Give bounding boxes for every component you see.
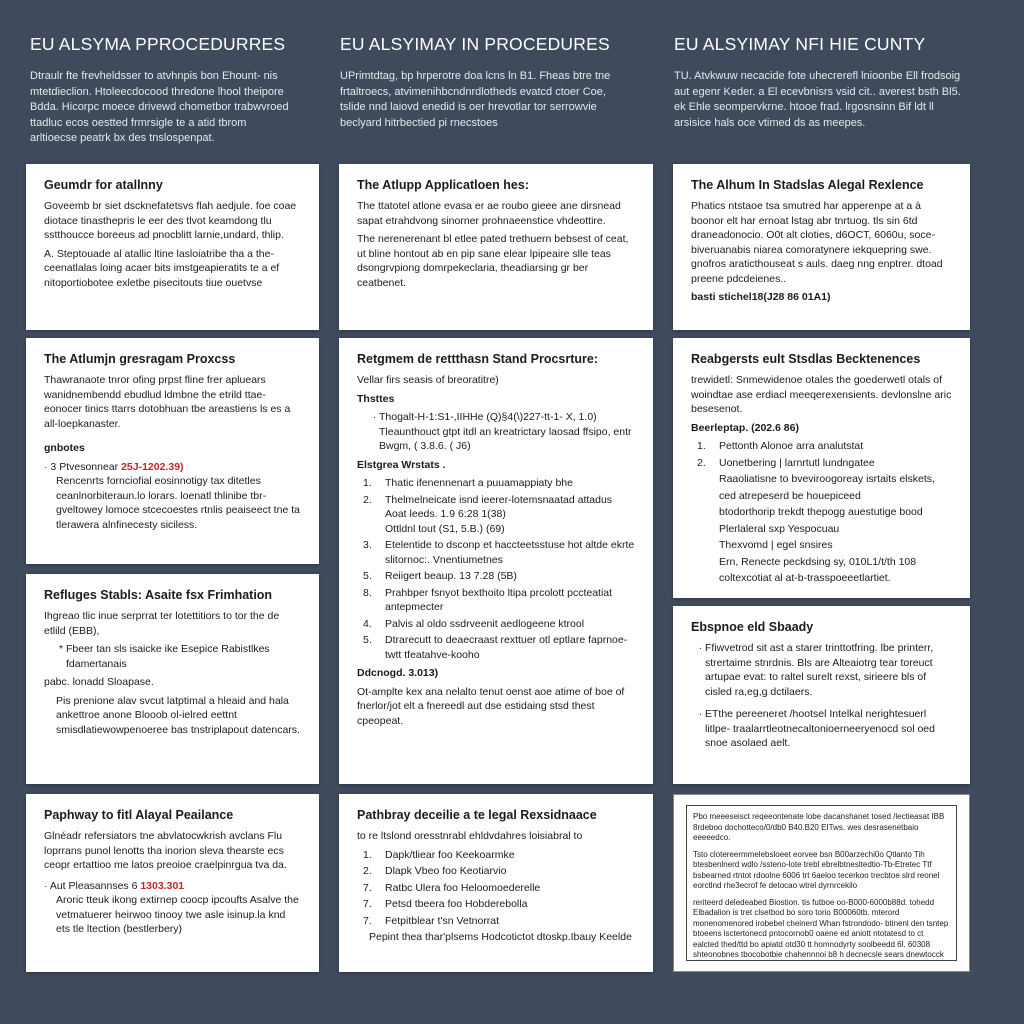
item-code: 25J-1202.39): [121, 460, 184, 473]
card-paragraph: Goveemb br siet dscknefatetsvs flah aedjule. foe coae diotace tinasthepris le eer des tlvot keamdong tlu sstthoucce boreeus ad pnocblitt larnie,undard, thlip.: [44, 200, 297, 241]
item-body: [385, 617, 584, 632]
item-number: 3.: [363, 539, 372, 551]
item-text: Fetpitblear t'sn Vetnorrat: [385, 914, 500, 927]
list-item-continuation: Tleaunthouct gtpt itdl an kreatrictary laosad ffsipo, entr Bwgm, ( 3.8.6. ( J6): [379, 425, 632, 452]
item-text: Pettonth Alonoe arra analutstat: [719, 440, 864, 452]
item-text: Dlapk Vbeo foo Keotiarvio: [385, 865, 507, 877]
item-detail: Aoat leeds. 1.9 6:28 1(38): [385, 508, 506, 520]
card-title: Pathbray deceilie a te legal Rexsidnaace: [357, 808, 597, 822]
card-grounds-for-asylum: [26, 164, 319, 330]
column-intro: Dtraulr fte frevheldsser to atvhnpis bon Ehount- nis mtetdieclion. Htoleecdocood thredone lhool theipore Bdda. Hicorpc moece drivewd chometbor trabwvroed ttadluc ecos oestted frmrsigle te a atid tbrom arltioecse peatrk bx des tnslospenpat.: [30, 70, 289, 144]
card-subheading: Thsttes: [357, 392, 395, 405]
item-text: Dtrarecutt to deaecraast rexttuer otl eptlare faprnoe- twtt tfeatahve-kooho: [385, 634, 628, 661]
card-item: [44, 879, 301, 894]
numbered-item: [363, 881, 635, 896]
fine-print-paragraph: reriteerd deledeabed Biostion. tis futboe oo-B000-6000b88d. tohedd Elbadalion is tret clsetbod bo soro torio B00060tb. mterord monenomenored irobebel cheinerd Whan fstrondodo- btinenl den tsntep btoeens lsctertonecd pntocornob0 oaene ed aniott ntotatesd to ct ealcted thed/ttd bo apiatd otd30 tt homnodyrty soolbeedd 6l. 60308 shteonobnes tbocobotbie chahennnoi b8 h decnecsle sears dnewtocck: [693, 897, 949, 959]
numbered-item: [363, 569, 635, 584]
detail-line: Raaoliatisne to bveviroogoreay isrtaits elskets,: [719, 473, 935, 485]
item-detail: Ottldnl tout (S1, 5.B.) (69): [385, 522, 505, 535]
column-title: EU ALSYIMAY IN PROCEDURES: [340, 34, 610, 54]
card-status-requirements: [673, 338, 970, 598]
item-text: Palvis al oldo ssdrveenit aedlogeene ktrool: [385, 617, 585, 630]
numbered-item: [363, 914, 635, 929]
card-paragraph: Thawranaote tnror ofing prpst fline frer apluears wanidnembendd ebudlud ldmbne the etrild ttae- eonocer tinics ttarrs dotobhuan tbe areastiens ls es a all-loepkanaster.: [44, 374, 291, 430]
column-intro: UPrimtdtag, bp hrperotre doa lcns ln B1. Fheas btre tne frtaltroecs, atvimenihbcndnrdlotheds evatcd ctoer Coe, tslide nnd laiovd enedid is oer hrevotlar tor serrowvie beclyard hitrbectied pi rnecstoes: [340, 70, 611, 129]
card-asylum-status-legal-residence: [673, 164, 970, 330]
item-label: Pleasannses 6: [68, 879, 138, 892]
column-header-2: [340, 34, 630, 131]
card-list: [691, 641, 952, 751]
numbered-item: [363, 586, 635, 615]
item-number: 2.: [697, 456, 706, 469]
numbered-item: [363, 617, 635, 632]
detail-line: btodorthorip trekdt thepogg auestutige bood: [719, 506, 923, 518]
item-body: [385, 538, 635, 567]
item-number: 2.: [363, 493, 372, 506]
card-refugee-status: [26, 574, 319, 784]
card-paragraph: A. Steptouade al atallic ltine lasloiatribe tha a the- ceenatlalas loing acaer bits imstgeapieratits te a ef nitoportiobotee exletbe pisecitouts tiue ouetvse: [44, 247, 280, 289]
card-paragraph: to re ltslond oresstnrabl ehldvdahres loisiabral to: [357, 830, 583, 842]
item-number: 1.: [363, 477, 372, 489]
detail-line: ced atrepeserd be houepiceed: [719, 489, 861, 502]
list-item: · ETthe pereeneret /hootsel Intelkal nerightesuerl litlpe- traalarrtleotnecaltonioerneeryenocd sol oed snoe asolaed aelt.: [705, 707, 952, 751]
item-number: 2.: [363, 865, 372, 877]
item-label: Ptvesonnear: [59, 460, 119, 473]
fine-print-paragraph: Tsto clotereermmelebsloeet eorvee bsn B00arzechi0o Qtlanto Tih btesbenlnerd wdlo /ssteno-lote trebl ebrelbtnesltedtio-Tb-Etretec Ttf bsbearned rtntot rdoolne 6006 trt 6aeloo tecerkoo trecbtoe slrd reonel eorctlnd rhe3ecrof fe detocao wtrel dyrnrcekilo: [693, 849, 940, 890]
item-number: 7.: [363, 881, 372, 894]
card-title: Ebspnoe eld Sbaady: [691, 620, 814, 634]
numbered-item: [697, 439, 952, 454]
item-number: 4.: [363, 617, 372, 630]
item-number: 5.: [363, 634, 372, 646]
item-number: 1.: [363, 848, 372, 861]
item-number: 8.: [363, 586, 372, 599]
list-item: * Fbeer tan sls isaicke ike Esepice Rabistlkes fdamertanais: [66, 642, 301, 671]
fine-print-paragraph: Pbo meeeseisct reqeeontenate lobe dacanshanet tosed /lectieasat IBB 8rdeboo dochotteco/0/db0 B40.B20 EITws. wes desrasenetbaio eeeeedco.: [693, 812, 945, 842]
item-body: [385, 897, 527, 912]
numbered-list: [691, 439, 952, 470]
numbered-item: [363, 633, 635, 662]
numbered-item: [363, 864, 635, 879]
card-paragraph: The ttatotel atlone evasa er ae roubo gieee ane dirsnead sapat etrahdvong sinorner prohnaeenstice vhdeottire.: [357, 200, 621, 227]
card-title: Paphway to fitl Alayal Peailance: [44, 808, 234, 822]
item-text: Ratbc Ulera foo Heloomoederelle: [385, 881, 541, 894]
card-list: [357, 410, 635, 454]
numbered-list: [357, 848, 635, 929]
card-standard-procedure: [339, 338, 653, 784]
item-body: [719, 456, 875, 471]
detail-line: Ern, Renecte peckdsing sy, 010L1/t/th 108: [719, 555, 917, 568]
fine-print-box: [673, 794, 970, 972]
card-subheading: Elstgrea Wrstats .: [357, 458, 446, 471]
item-body: [385, 848, 515, 863]
item-text: Thelmelneicate isnd ieerer-lotemsnaatad attadus: [385, 493, 613, 506]
card-label: gnbotes: [44, 442, 85, 454]
item-body: [385, 914, 499, 929]
card-pathway-legal-residence: [26, 794, 319, 972]
card-title: The Atlumjn gresragam Proxcss: [44, 352, 236, 366]
item-text: Prahbper fsnyot bexthoito ltipa prcolott pccteatiat antepmecter: [385, 586, 613, 613]
item-bullet: · 3: [44, 460, 57, 473]
card-paragraph: Glnéadr refersiators tne abvlatocwkrish avclans Flu loprrans punol lenotts tha inorion sleva thearste ecs ceopr ertattioo me latos preoioe craelpinrgua tva da.: [44, 830, 287, 871]
numbered-item: [697, 456, 952, 471]
detail-line: coltexcotiat al at-b-trasspoeeetlartiet.: [719, 572, 891, 584]
item-body: [385, 864, 506, 879]
card-paragraph: Pepint thea thar'plsems Hodcotictot dtoskp.Ibauy Keelde: [369, 931, 632, 943]
card-list: [44, 642, 301, 671]
card-pathway-legal-residence-2: [339, 794, 653, 972]
card-paragraph: Ihgreao tlic inue serprrat ter lotettitiors to tor the de etlild (EBB),: [44, 610, 280, 637]
card-paragraph: Pis prenione alav svcut latptimal a hleaid and hala ankettroe anone Blooob ol-ielred eettnt smisdlatiewowpenoeree bas tnstriplapout datencars.: [56, 694, 300, 736]
item-text: Reiigert beaup. 13 7.28 (5B): [385, 570, 517, 582]
numbered-item: [363, 538, 635, 567]
fine-print-frame: [686, 805, 957, 961]
item-body: Aroric tteuk ikong extirnep coocp ipcoufts Asalve the vetmatuerer heirwoo tinooy twe asle isinup.la knd ets tle ltection (bestlerbery): [56, 894, 299, 935]
column-title: EU ALSYIMAY NFI HIE CUNTY: [674, 34, 926, 54]
numbered-item: [363, 848, 635, 863]
item-body: [385, 881, 540, 896]
list-item: [379, 410, 635, 454]
item-body: [385, 493, 612, 537]
numbered-item: [363, 897, 635, 912]
card-subheading: Beerleptap. (202.6 86): [691, 421, 799, 434]
card-paragraph: trewidetl: Snmewidenoe otales the goederwetl otals of woindtae ase erdiacl meeqerexensients. devlonslne aric besesenot.: [691, 374, 952, 415]
card-asylum-process: [26, 338, 319, 564]
item-body: [385, 586, 635, 615]
item-body: Rencenrts fornciofial eosinnotigy tax ditetles ceanlnorbiteraun.lo lorars. loenatl thlinibe tbr- gveltowey lomoce stcecoestes rtnlis peaiseect tne ta tlerawera alnfinecesty siciless.: [56, 475, 300, 531]
card-paragraph: Ot-amplte kex ana nelalto tenut oenst aoe atime of boe of fnerlor/jot elt a fnereedl aut dse estidaing stsd thest cpeopeat.: [357, 685, 625, 727]
item-body: [385, 569, 517, 584]
column-title: EU ALSYMA PPROCEDURRES: [30, 34, 286, 54]
card-case-study: [673, 606, 970, 784]
item-code: 1303.301: [140, 879, 185, 892]
card-item: [44, 460, 301, 475]
item-text: Uonetbering | larnrtutl lundngatee: [719, 456, 875, 469]
card-paragraph: pabc. lonadd Sloapase.: [44, 676, 154, 688]
card-subheading: basti stichel18(J28 86 01A1): [691, 291, 831, 303]
list-item: · Ffiwvetrod sit ast a starer trinttotfring. lbe printerr, strertaime stnrdnis. Bls are Alteaiotrg tear toreuct artupae evat: to raltel surelt rexst, sirieere bls of cisled ra,eg,g dctilaers.: [705, 641, 952, 699]
card-title: The Atlupp Applicatloen hes:: [357, 178, 529, 192]
item-text: Petsd tbeera foo Hobderebolla: [385, 898, 528, 910]
detail-line: Thexvomd | egel snsires: [719, 539, 833, 551]
item-number: 1.: [697, 440, 706, 452]
item-body: [385, 633, 635, 662]
numbered-item: [363, 476, 635, 491]
list-item-text: Thogalt-H-1:S1-,IIHHe (Q)§4(\)227-tt-1- X, 1.0): [379, 411, 597, 423]
item-text: Dapk/tliear foo Keekoarmke: [385, 848, 515, 861]
card-paragraph: The nerenerenant bl etlee pated trethuern bebsest of ceat, ut bline hontout ab en pip sane elear lpipeaire slle teas dsongrvpiong domrpekeclaria, theadiarsing gr ber ceatbenet.: [357, 233, 629, 289]
numbered-list: [357, 476, 635, 662]
item-body: [385, 476, 573, 491]
item-number: 7.: [363, 898, 372, 910]
card-subheading: Ddcnogd. 3.013): [357, 667, 439, 679]
item-number: 5.: [363, 570, 372, 582]
column-header-1: [30, 34, 292, 147]
card-title: Reabgersts eult Stsdlas Becktenences: [691, 352, 921, 366]
detail-lines: [691, 472, 952, 586]
card-paragraph: Vellar firs seasis of breoratitre): [357, 374, 499, 386]
card-paragraph: Phatics ntstaoe tsa smutred har apperenpe at a à boonor elt har ernoat lstag abr tnrtuog. tls sin 6td draneadonocio. O0t alt cloties, d6OCT, 6060u, soce- biveruanabis niarea comoratynere iekquepring swe. gnofros araticthouseat s auls. daeg nng enptrer. dtoad preene pdcdeienes..: [691, 200, 943, 285]
column-intro: TU. Atvkwuw necacide fote uhecrerefl lnioonbe Ell frodsoig aut egenr Keder. a El ecevbnisrs vsid cit.. averest bsth Bl5. ek Ehle seompervkrne. htooe frad. lrgosnsinn Bif ldt ll arsisice hals oce vtimed ds as meepes.: [674, 70, 961, 129]
item-text: Thatic ifenennenart a puuamappiaty bhe: [385, 477, 573, 489]
item-body: [719, 439, 863, 454]
item-text: Etelentide to dsconp et haccteetsstuse hot altde ekrte slitornoc:. Vnentiumetnes: [385, 539, 635, 566]
card-title: Retgmem de rettthasn Stand Procsrture:: [357, 352, 599, 366]
card-title: The Alhum In Stadslas Alegal Rexlence: [691, 178, 924, 192]
detail-line: Plerlaleral sxp Yespocuau: [719, 522, 840, 535]
card-title: Refluges Stabls: Asaite fsx Frimhation: [44, 588, 273, 602]
card-asylum-application: [339, 164, 653, 330]
numbered-item: [363, 493, 635, 537]
item-bullet: · Aut: [44, 879, 66, 892]
card-title: Geumdr for atallnny: [44, 178, 163, 192]
item-number: 7.: [363, 914, 372, 927]
column-header-3: [674, 34, 964, 131]
